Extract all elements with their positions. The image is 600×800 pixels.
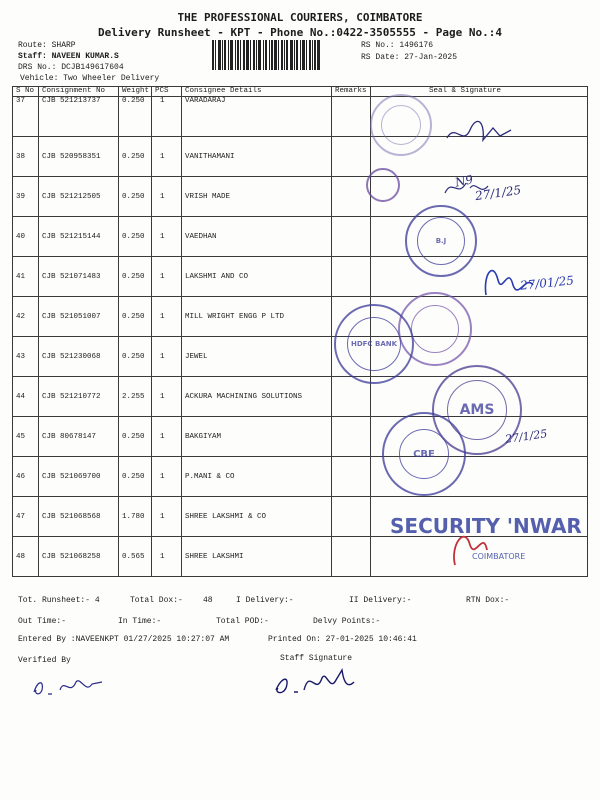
handwritten-date-row41: 27/01/25 (519, 273, 575, 293)
cell-consignment: CJB 521069700 (39, 457, 119, 497)
cell-consignment: CJB 521051007 (39, 297, 119, 337)
cell-pcs: 1 (152, 257, 182, 297)
cell-remarks (332, 257, 371, 297)
handwritten-date-row45: 27/1/25 (504, 427, 549, 446)
total-dox-label: Total Dox:- (130, 596, 183, 605)
cell-weight: 0.250 (119, 177, 152, 217)
cell-sno: 42 (13, 297, 39, 337)
cell-sno: 38 (13, 137, 39, 177)
cell-weight: 0.250 (119, 257, 152, 297)
cbe-stamp (382, 412, 466, 496)
cell-consignment: CJB 521210772 (39, 377, 119, 417)
out-time: Out Time:- (18, 617, 67, 626)
coimbatore-stamp-text: COIMBATORE (472, 552, 526, 561)
hdfc-stamp-text: HDFC BANK (350, 340, 398, 348)
cell-sno: 37 (13, 97, 39, 137)
cell-remarks (332, 497, 371, 537)
red-signature-row47 (445, 515, 495, 570)
in-time: In Time:- (118, 617, 162, 626)
cell-consignment: CJB 521068258 (39, 537, 119, 577)
cell-pcs: 1 (152, 177, 182, 217)
cell-pcs: 1 (152, 137, 182, 177)
cell-pcs: 1 (152, 417, 182, 457)
cell-remarks (332, 97, 371, 137)
cbe-stamp-text: CBE (413, 448, 435, 460)
cell-consignment: CJB 521068568 (39, 497, 119, 537)
table-row (13, 337, 588, 377)
vehicle: Vehicle: Two Wheeler Delivery (20, 74, 160, 83)
verified-by: Verified By (18, 656, 71, 665)
cell-sno: 43 (13, 337, 39, 377)
purple-circle-stamp (366, 168, 400, 202)
col-seal-signature: Seal & Signature (371, 87, 588, 97)
cell-sno: 48 (13, 537, 39, 577)
signature-row37 (445, 118, 515, 148)
cell-consignment: CJB 521215144 (39, 217, 119, 257)
cell-consignee: P.MANI & CO (182, 457, 332, 497)
cell-sno: 44 (13, 377, 39, 417)
cell-consignee: SHREE LAKSHMI & CO (182, 497, 332, 537)
rs-date: RS Date: 27-Jan-2025 (361, 53, 458, 62)
company-title: THE PROFESSIONAL COURIERS, COIMBATORE (177, 11, 423, 24)
cell-consignee: SHREE LAKSHMI (182, 537, 332, 577)
cell-weight: 0.250 (119, 297, 152, 337)
col-consignment: Consignment No (39, 87, 119, 97)
cell-remarks (332, 457, 371, 497)
table-row (13, 217, 588, 257)
cell-pcs: 1 (152, 537, 182, 577)
cell-weight: 2.255 (119, 377, 152, 417)
cell-remarks (332, 417, 371, 457)
cell-weight: 0.250 (119, 97, 152, 137)
route: Route: SHARP (18, 41, 76, 50)
total-pod: Total POD:- (216, 617, 269, 626)
cell-pcs: 1 (152, 377, 182, 417)
hdfc-bank-stamp (334, 304, 414, 384)
cell-consignee: JEWEL (182, 337, 332, 377)
cell-consignee: VANITHAMANI (182, 137, 332, 177)
cell-pcs: 1 (152, 457, 182, 497)
col-weight: Weight (119, 87, 152, 97)
cell-consignee: ACKURA MACHINING SOLUTIONS (182, 377, 332, 417)
round-seal-stamp (370, 94, 432, 156)
cell-remarks (332, 177, 371, 217)
cell-pcs: 1 (152, 97, 182, 137)
cell-remarks (332, 217, 371, 257)
ams-stamp-text: AMS (459, 402, 495, 418)
runsheet-subtitle: Delivery Runsheet - KPT - Phone No.:0422-3505555 - Page No.:4 (98, 26, 502, 39)
cell-consignment: CJB 521212505 (39, 177, 119, 217)
col-pcs: PCS (152, 87, 182, 97)
cell-weight: 0.565 (119, 537, 152, 577)
cell-sno: 45 (13, 417, 39, 457)
cell-consignment: CJB 520958351 (39, 137, 119, 177)
cell-pcs: 1 (152, 497, 182, 537)
i-delivery: I Delivery:- (236, 596, 294, 605)
cell-consignee: MILL WRIGHT ENGG P LTD (182, 297, 332, 337)
cell-sno: 40 (13, 217, 39, 257)
total-dox-value: 48 (203, 596, 213, 605)
cell-consignment: CJB 521213737 (39, 97, 119, 137)
electronics-company-stamp: B.J (405, 205, 477, 277)
col-remarks: Remarks (332, 87, 371, 97)
cell-consignment: CJB 80678147 (39, 417, 119, 457)
tot-runsheet: Tot. Runsheet:- 4 (18, 596, 100, 605)
verified-by-signature (30, 670, 110, 700)
cell-pcs: 1 (152, 217, 182, 257)
rs-number: RS No.: 1496176 (361, 41, 434, 50)
cell-remarks (332, 137, 371, 177)
staff: Staff: NAVEEN KUMAR.S (18, 52, 119, 61)
cell-sno: 47 (13, 497, 39, 537)
handwritten-n9: N9 (453, 172, 475, 190)
cell-pcs: 1 (152, 337, 182, 377)
cell-consignee: BAKGIYAM (182, 417, 332, 457)
cell-consignee: LAKSHMI AND CO (182, 257, 332, 297)
runsheet-table (12, 86, 588, 577)
cell-sno: 39 (13, 177, 39, 217)
security-stamp-text: SECURITY 'NWAR (390, 514, 582, 538)
drs-number: DRS No.: DCJB149617604 (18, 63, 124, 72)
cell-pcs: 1 (152, 297, 182, 337)
handwritten-date-row39: 27/1/25 (474, 182, 523, 204)
cell-weight: 0.250 (119, 457, 152, 497)
col-sno: S No (13, 87, 39, 97)
staff-signature-label: Staff Signature (280, 654, 353, 663)
cell-weight: 0.250 (119, 417, 152, 457)
barcode (212, 40, 354, 70)
cell-sno: 46 (13, 457, 39, 497)
cell-weight: 0.250 (119, 137, 152, 177)
entered-by: Entered By :NAVEENKPT 01/27/2025 10:27:07 AM (18, 635, 230, 644)
ii-delivery: II Delivery:- (349, 596, 412, 605)
cell-consignment: CJB 521071483 (39, 257, 119, 297)
cell-remarks (332, 537, 371, 577)
cell-consignee: VAEDHAN (182, 217, 332, 257)
col-consignee: Consignee Details (182, 87, 332, 97)
printed-on: Printed On: 27-01-2025 10:46:41 (268, 635, 417, 644)
table-row (13, 457, 588, 497)
cell-consignee: VRISH MADE (182, 177, 332, 217)
cell-weight: 0.250 (119, 337, 152, 377)
cell-weight: 0.250 (119, 217, 152, 257)
delvy-points: Delvy Points:- (313, 617, 381, 626)
staff-signature (270, 662, 360, 702)
rtn-dox: RTN Dox:- (466, 596, 510, 605)
cell-weight: 1.780 (119, 497, 152, 537)
cell-consignee: VARADARAJ (182, 97, 332, 137)
cell-seal-signature (371, 217, 588, 257)
table-header-row (13, 87, 588, 97)
cell-sno: 41 (13, 257, 39, 297)
cell-consignment: CJB 521230068 (39, 337, 119, 377)
